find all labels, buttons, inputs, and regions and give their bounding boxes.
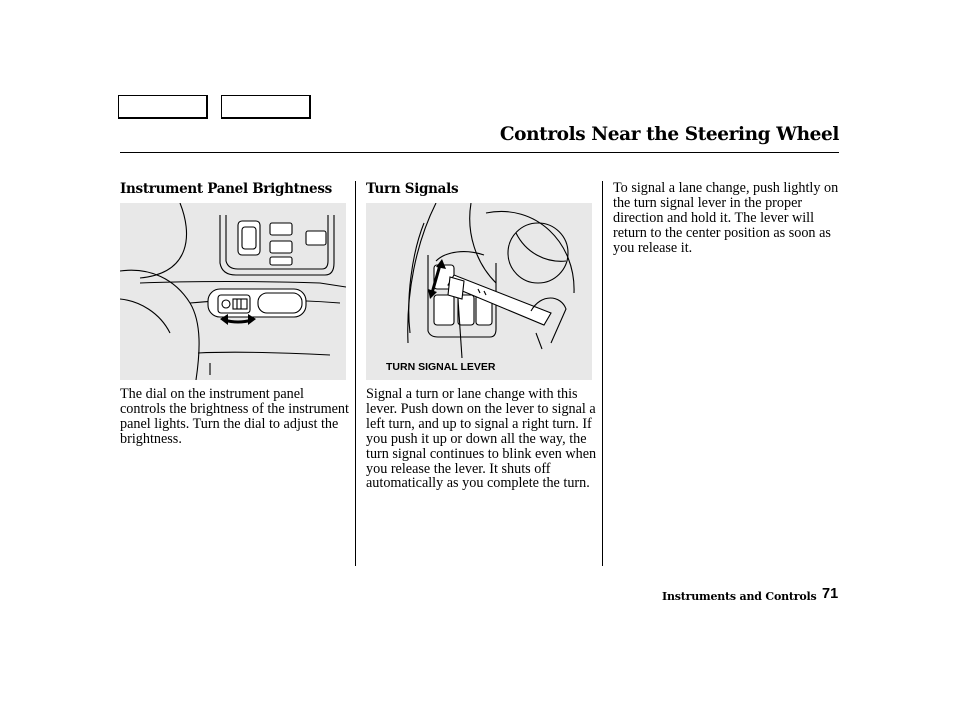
nav-button-previous[interactable] [118,95,208,119]
brightness-dial-illustration [120,203,346,380]
turn-signal-paragraph: Signal a turn or lane change with this lever. Push down on the lever to signal a left turn, and up to signal a right turn. If you push it up or down all the way, the turn signal continues to blink even when you release the lever. It shuts off automatically as you complete the turn. [366,386,597,492]
column-divider [602,181,603,566]
brightness-paragraph: The dial on the instrument panel controls the brightness of the instrument panel lights. Turn the dial to adjust the brightness. [120,386,349,447]
turn-signal-lever-callout: TURN SIGNAL LEVER [386,361,496,373]
turn-signal-lever-illustration [366,203,592,380]
heading-turn-signals: Turn Signals [366,181,459,197]
heading-instrument-panel-brightness: Instrument Panel Brightness [120,181,332,197]
title-rule [120,152,839,153]
footer-section-name: Instruments and Controls [662,590,817,603]
nav-button-next[interactable] [221,95,311,119]
column-divider [355,181,356,566]
page-number: 71 [822,586,839,602]
lane-change-paragraph: To signal a lane change, push lightly on the turn signal lever in the proper direction and hold it. The lever will return to the center position as soon as you release it. [613,180,839,256]
page-title: Controls Near the Steering Wheel [499,124,839,145]
